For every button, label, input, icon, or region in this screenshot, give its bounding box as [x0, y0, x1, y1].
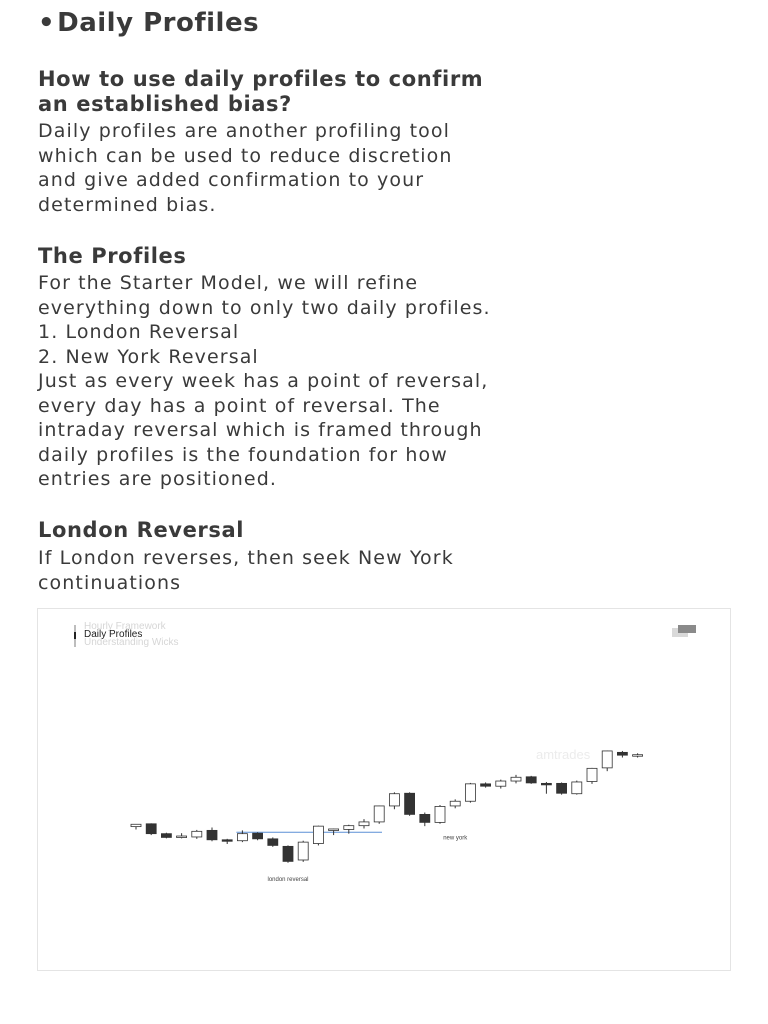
candle-body: [344, 826, 354, 830]
figure-menu-item: Understanding Wicks: [84, 637, 179, 648]
intro-line: Daily profiles are another profiling tool: [38, 120, 450, 142]
candle-body: [146, 824, 156, 834]
candle-body: [496, 781, 506, 786]
candle-body: [557, 783, 567, 793]
chart-annotation: london reversal: [267, 876, 309, 883]
section-title: [38, 8, 259, 38]
candle-body: [511, 777, 521, 781]
profiles-line: Just as every week has a point of reversal,: [38, 370, 489, 392]
candle-body: [359, 822, 369, 826]
figure-menu-item-active: Daily Profiles: [84, 629, 143, 640]
figure-menu-item: Hourly Framework: [84, 621, 166, 632]
candlestick-chart: [38, 609, 730, 970]
candle-body: [405, 793, 415, 814]
intro-heading: [38, 67, 483, 116]
intro-paragraph: [38, 119, 453, 217]
profiles-line: every day has a point of reversal. The: [38, 394, 441, 417]
candle-body: [602, 751, 612, 768]
candle-body: [207, 830, 217, 839]
candle-body: [237, 834, 247, 841]
intro-heading-line: an established bias?: [38, 91, 292, 116]
profiles-line: For the Starter Model, we will refine: [38, 272, 419, 294]
profiles-list-item: 2. New York Reversal: [38, 345, 259, 368]
profiles-line: daily profiles is the foundation for how: [38, 443, 448, 466]
candle-body: [420, 814, 430, 822]
intro-line: determined bias.: [38, 193, 217, 216]
candle-body: [435, 806, 445, 822]
candle-body: [481, 784, 491, 786]
candle-body: [283, 846, 293, 861]
intro-heading-line: How to use daily profiles to confirm: [38, 67, 484, 91]
candle-body: [374, 806, 384, 822]
candle-body: [131, 824, 141, 826]
candle-body: [222, 840, 232, 842]
candle-body: [192, 831, 202, 837]
section-title-text: Daily Profiles: [57, 8, 260, 38]
intro-line: which can be used to reduce discretion: [38, 144, 453, 167]
candle-body: [313, 826, 323, 843]
profiles-line: entries are positioned.: [38, 468, 278, 490]
candle-body: [572, 782, 582, 794]
candle-body: [389, 794, 399, 806]
intro-line: and give added confirmation to your: [38, 169, 425, 191]
chart-watermark: amtrades: [536, 747, 591, 762]
chart-annotation: new york: [443, 835, 468, 842]
candle-body: [541, 783, 551, 785]
london-heading: London Reversal: [38, 518, 245, 542]
candle-body: [465, 784, 475, 801]
profiles-line: everything down to only two daily profiles.: [38, 296, 491, 319]
candle-body: [253, 833, 263, 839]
candle-body: [633, 755, 643, 757]
profiles-paragraph: [38, 271, 491, 492]
candle-body: [177, 836, 187, 838]
london-paragraph: [38, 546, 454, 595]
candle-body: [587, 768, 597, 781]
bullet-icon: •: [38, 8, 56, 38]
profiles-list-item: 1. London Reversal: [38, 321, 240, 343]
candle-body: [329, 829, 339, 831]
candle-body: [617, 752, 627, 755]
candle-body: [526, 777, 536, 783]
profiles-line: intraday reversal which is framed through: [38, 419, 483, 441]
london-line: If London reverses, then seek New York: [38, 547, 454, 569]
candle-body: [450, 801, 460, 806]
candle-body: [268, 839, 278, 846]
chart-figure: [37, 608, 731, 971]
london-line: continuations: [38, 571, 182, 594]
candle-body: [161, 834, 171, 838]
candle-body: [298, 842, 308, 860]
profiles-heading: The Profiles: [38, 244, 187, 268]
